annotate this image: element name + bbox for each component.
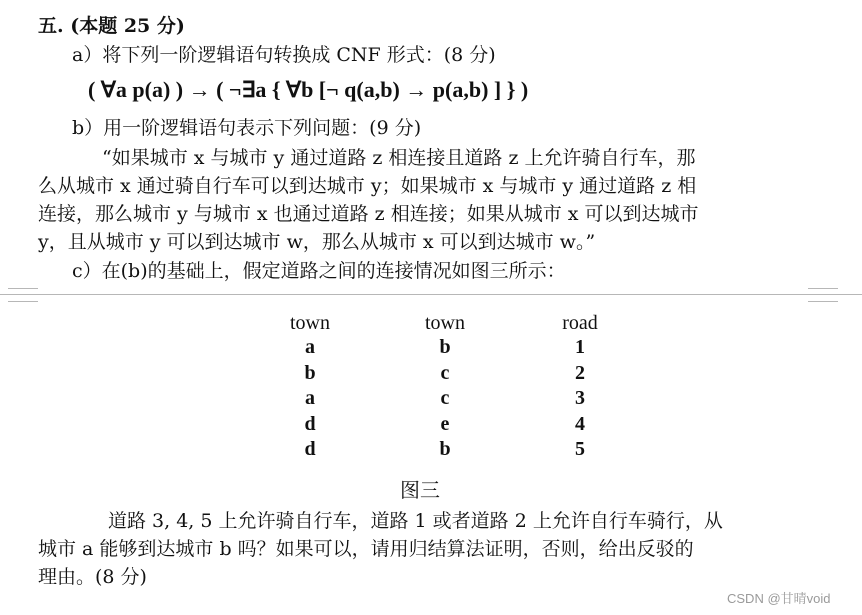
- part-b-line-3: 连接，那么城市 y 与城市 x 也通过道路 z 相连接；如果从城市 x 可以到达城市: [38, 203, 699, 225]
- table-header-road: road: [562, 311, 598, 334]
- table-cell: e: [440, 412, 450, 435]
- question-line-3: 理由。(8 分): [38, 566, 147, 588]
- part-b-label: b）用一阶逻辑语句表示下列问题：(9 分): [72, 117, 422, 139]
- table-cell: 1: [575, 336, 585, 359]
- table-cell: a: [305, 387, 315, 410]
- table-header-town-1: town: [290, 311, 330, 334]
- table-cell: 3: [575, 387, 585, 410]
- table-header-town-2: town: [425, 311, 465, 334]
- table-cell: b: [304, 361, 316, 384]
- page-break-marker-left: [8, 288, 38, 302]
- road-connection-table: [270, 311, 620, 463]
- table-header-row: [270, 311, 620, 335]
- question-line-2: 城市 a 能够到达城市 b 吗？如果可以，请用归结算法证明，否则，给出反驳的: [38, 538, 694, 560]
- table-row: [270, 335, 620, 361]
- figure-caption: 图三: [400, 478, 440, 502]
- part-a-label: a）将下列一阶逻辑语句转换成 CNF 形式：(8 分): [72, 44, 496, 66]
- part-b-line-2: 么从城市 x 通过骑自行车可以到达城市 y；如果城市 x 与城市 y 通过道路 z 相: [38, 175, 697, 197]
- table-cell: 4: [575, 412, 585, 435]
- part-b-line-4: y，且从城市 y 可以到达城市 w，那么从城市 x 可以到达城市 w。”: [38, 231, 596, 253]
- part-b-line-1: “如果城市 x 与城市 y 通过道路 z 相连接且道路 z 上允许骑自行车，那: [102, 147, 696, 169]
- table-cell: a: [305, 336, 315, 359]
- table-cell: c: [440, 361, 450, 384]
- watermark: CSDN @甘晴void: [727, 591, 831, 606]
- table-cell: b: [439, 438, 451, 461]
- table-row: [270, 437, 620, 463]
- table-row: [270, 412, 620, 438]
- table-cell: b: [439, 336, 451, 359]
- page-break-rule: [0, 294, 862, 295]
- table-cell: 2: [575, 361, 585, 384]
- part-c-label: c）在(b)的基础上，假定道路之间的连接情况如图三所示：: [72, 260, 566, 282]
- part-a-formula: ( ∀a p(a) ) → ( ¬∃a { ∀b [¬ q(a,b) → p(a,b) ] } ): [88, 77, 529, 102]
- table-cell: d: [304, 412, 316, 435]
- table-cell: d: [304, 438, 316, 461]
- table-row: [270, 361, 620, 387]
- problem-heading: 五. (本题 25 分): [38, 15, 185, 37]
- table-cell: c: [440, 387, 450, 410]
- page-break-marker-right: [808, 288, 838, 302]
- table-cell: 5: [575, 438, 585, 461]
- table-row: [270, 386, 620, 412]
- question-line-1: 道路 3, 4, 5 上允许骑自行车，道路 1 或者道路 2 上允许自行车骑行，从: [108, 510, 723, 532]
